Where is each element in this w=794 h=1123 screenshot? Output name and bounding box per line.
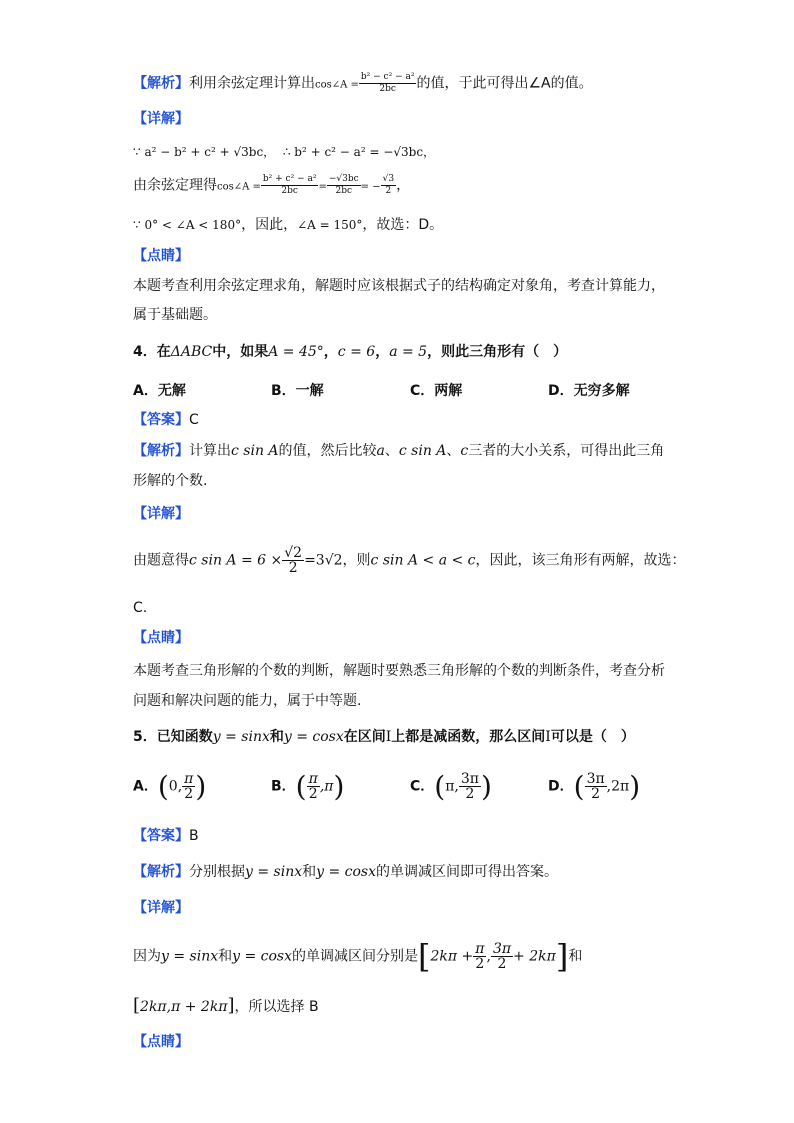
comment-text (133, 305, 217, 325)
q4-detail-eq (133, 546, 686, 575)
text: ，因此， (241, 217, 298, 233)
expression: =3√2 (304, 552, 343, 569)
question-5 (133, 727, 635, 747)
option-label: B． (271, 778, 296, 795)
text: ， (396, 177, 411, 194)
denominator: 2bc (379, 84, 396, 94)
denominator: 2 (497, 956, 507, 972)
formula-cos: cos∠A = (217, 181, 261, 193)
interval-expr: 2kπ,π + 2kπ (140, 999, 228, 1015)
expression: a (376, 443, 385, 459)
text: 的单调减区间分别是 (292, 948, 419, 965)
expression: c sin A (398, 443, 447, 459)
sep: 、 (384, 443, 399, 459)
q5-comment-heading (133, 1032, 189, 1052)
numerator: −√3bc (328, 174, 359, 184)
fraction (182, 772, 195, 801)
text: 中，如果 (212, 344, 269, 360)
cosine-law-line (133, 174, 410, 198)
fraction (261, 174, 319, 197)
answer-value: C (189, 412, 199, 428)
function-sin: y = sinx (212, 729, 270, 745)
option-label: D． (548, 778, 574, 795)
text: 和 (568, 948, 583, 965)
expression: c sin A (231, 443, 279, 459)
text: 三者的大小关系，可得出此三角 (468, 443, 665, 459)
analysis-line-q3 (133, 72, 593, 96)
text: ，因此，该三角形有两解，故选： (475, 552, 686, 569)
q4-detail-heading (133, 504, 189, 524)
interval-left: 0, (168, 778, 183, 795)
denominator: 2 (308, 786, 318, 802)
q4-option-b: B．一解 (271, 383, 324, 399)
expression: c sin A = 6 × (189, 552, 283, 569)
text: 和 (269, 729, 284, 745)
text: 和 (302, 864, 317, 880)
sep: ， (375, 344, 390, 360)
condition-a-side: a = 5 (389, 344, 428, 360)
q5-option-b: B．( $\frac{\pi}{2}$ ,π) (271, 770, 345, 803)
interval-symbol: I (385, 729, 392, 745)
sep: ， (323, 344, 338, 360)
equals: = − (360, 181, 381, 193)
numerator: π (308, 771, 318, 787)
triangle-label: ΔABC (170, 344, 213, 360)
q4-analysis (133, 441, 664, 461)
comment-tag: 【点睛】 (133, 630, 189, 646)
numerator: √2 (284, 545, 303, 561)
interval-symbol: I (545, 729, 551, 745)
denominator: 2bc (335, 186, 353, 196)
denominator: 2 (465, 786, 475, 802)
function-cos: y = cosx (316, 864, 377, 880)
denominator: 2bc (281, 186, 298, 196)
denominator: 2 (385, 186, 392, 196)
numerator: π (184, 771, 194, 787)
comment-tag: 【点睛】 (133, 1034, 189, 1050)
text: 形解的个数. (133, 473, 208, 489)
interval-expr: 2kπ + (430, 948, 474, 965)
q5-option-c: C．(π, $\frac{3\pi}{2}$ ) (410, 770, 492, 803)
interval-right: ,π (319, 778, 334, 795)
text: 的单调减区间即可得出答案。 (376, 864, 559, 880)
text: 计算出 (189, 443, 231, 459)
comment-heading (133, 246, 189, 266)
option-label: A． (133, 778, 158, 795)
condition-a: A = 45° (268, 344, 324, 360)
q4-option-a: A．无解 (133, 383, 186, 399)
denominator: 2 (591, 786, 601, 802)
comment-tag: 【点睛】 (133, 248, 189, 264)
text: 属于基础题。 (133, 307, 217, 323)
text: 分别根据 (189, 864, 245, 880)
q4-detail-eq-cont (133, 598, 147, 618)
numerator: 3π (492, 941, 512, 957)
interval-left: π, (445, 778, 459, 795)
detail-tag: 【详解】 (133, 111, 189, 127)
sep: 、 (446, 443, 461, 459)
function-cos: y = cosx (283, 729, 344, 745)
analysis-tag: 【解析】 (133, 443, 189, 459)
fraction (473, 942, 486, 971)
text: 上都是减函数，那么区间 (391, 729, 546, 745)
text: 本题考查利用余弦定理求角，解题时应该根据式子的结构确定对象角，考查计算能力， (133, 278, 665, 294)
denominator: 2 (184, 786, 194, 802)
analysis-tag: 【解析】 (133, 864, 189, 880)
text: 由余弦定理得 (133, 177, 217, 194)
numerator: 3π (586, 771, 605, 787)
analysis-tag: 【解析】 (133, 75, 189, 92)
answer-value: B (189, 828, 199, 844)
interval-right: ,2π (606, 778, 630, 795)
detail-tag: 【详解】 (133, 900, 189, 916)
function-cos: y = cosx (232, 948, 293, 965)
q4-option-c: C．两解 (410, 383, 463, 399)
numerator: π (475, 941, 485, 957)
fraction (307, 772, 320, 801)
given-line (133, 142, 435, 162)
function-sin: y = sinx (245, 864, 303, 880)
q5-detail-eq: 因为y = sinx和y = cosx的单调减区间分别是[2kπ + $\frac{\pi}{2}$ , $\frac{3\pi}{2}$ + 2kπ]和 (133, 937, 583, 976)
q5-detail-heading (133, 898, 189, 918)
q5-analysis (133, 862, 558, 882)
text: 利用余弦定理计算出 (189, 75, 315, 92)
text: C. (133, 600, 148, 616)
text: ，故选：D。 (362, 217, 444, 233)
q5-detail-eq-cont: [2kπ,π + 2kπ]，所以选择 B (133, 995, 319, 1016)
q4-answer (133, 410, 199, 430)
fraction (282, 546, 304, 575)
numerator: 3π (460, 771, 479, 787)
fraction (459, 772, 481, 801)
text: ，则此三角形有（ ） (427, 344, 568, 360)
q5-option-d: D．( $\frac{3\pi}{2}$ ,2π) (548, 770, 641, 803)
q4-comment (133, 691, 361, 711)
q4-comment-heading (133, 628, 189, 648)
text: 的值，然后比较 (278, 443, 377, 459)
interval-expr: + 2kπ (513, 948, 556, 965)
condition-c: c = 6 (337, 344, 376, 360)
text: 因为 (133, 948, 161, 965)
text: 可以是（ ） (550, 729, 635, 745)
equals: = (318, 181, 327, 193)
option-label: C． (410, 778, 435, 795)
fraction (359, 72, 417, 95)
result: ∠A = 150° (297, 218, 363, 232)
fraction (381, 174, 396, 197)
sep: , (486, 948, 491, 965)
inequality: ∵ 0° < ∠A < 180° (133, 218, 242, 232)
q4-option-d: D．无穷多解 (548, 383, 630, 399)
q4-comment (133, 661, 665, 681)
denominator: 2 (288, 560, 298, 576)
fraction (585, 772, 607, 801)
q5-option-a: A．(0, $\frac{\pi}{2}$ ) (133, 770, 207, 803)
function-sin: y = sinx (161, 948, 219, 965)
text: 在区间 (343, 729, 386, 745)
fraction (327, 174, 361, 197)
text: ，则 (342, 552, 371, 569)
expression: c (460, 443, 469, 459)
text: 和 (218, 948, 233, 965)
question-number: 5．已知函数 (133, 729, 213, 745)
question-number: 4．在 (133, 344, 171, 360)
numerator: b² + c² − a² (262, 174, 317, 184)
derived-expression: ∴ b² + c² − a² = −√3bc， (282, 145, 436, 159)
detail-tag: 【详解】 (133, 506, 189, 522)
given-expression: ∵ a² − b² + c² + √3bc， (133, 145, 276, 159)
answer-tag: 【答案】 (133, 828, 189, 844)
numerator: b² − c² − a² (360, 72, 415, 82)
numerator: √3 (382, 174, 395, 184)
question-4 (133, 342, 567, 362)
formula-cos: cos∠A = (315, 79, 359, 91)
text: 问题和解决问题的能力，属于中等题. (133, 693, 362, 709)
q5-answer (133, 826, 199, 846)
text: ，所以选择 B (234, 999, 319, 1015)
q4-analysis-cont (133, 471, 207, 491)
text: 本题考查三角形解的个数的判断，解题时要熟悉三角形解的个数的判断条件，考查分析 (133, 663, 665, 679)
answer-tag: 【答案】 (133, 412, 189, 428)
expression: c sin A < a < c (370, 552, 476, 569)
denominator: 2 (475, 956, 485, 972)
comment-text (133, 276, 665, 296)
detail-heading (133, 109, 189, 129)
text: 的值，于此可得出∠A的值。 (416, 75, 593, 92)
text: 由题意得 (133, 552, 189, 569)
angle-range-line (133, 215, 443, 235)
fraction (491, 942, 513, 971)
